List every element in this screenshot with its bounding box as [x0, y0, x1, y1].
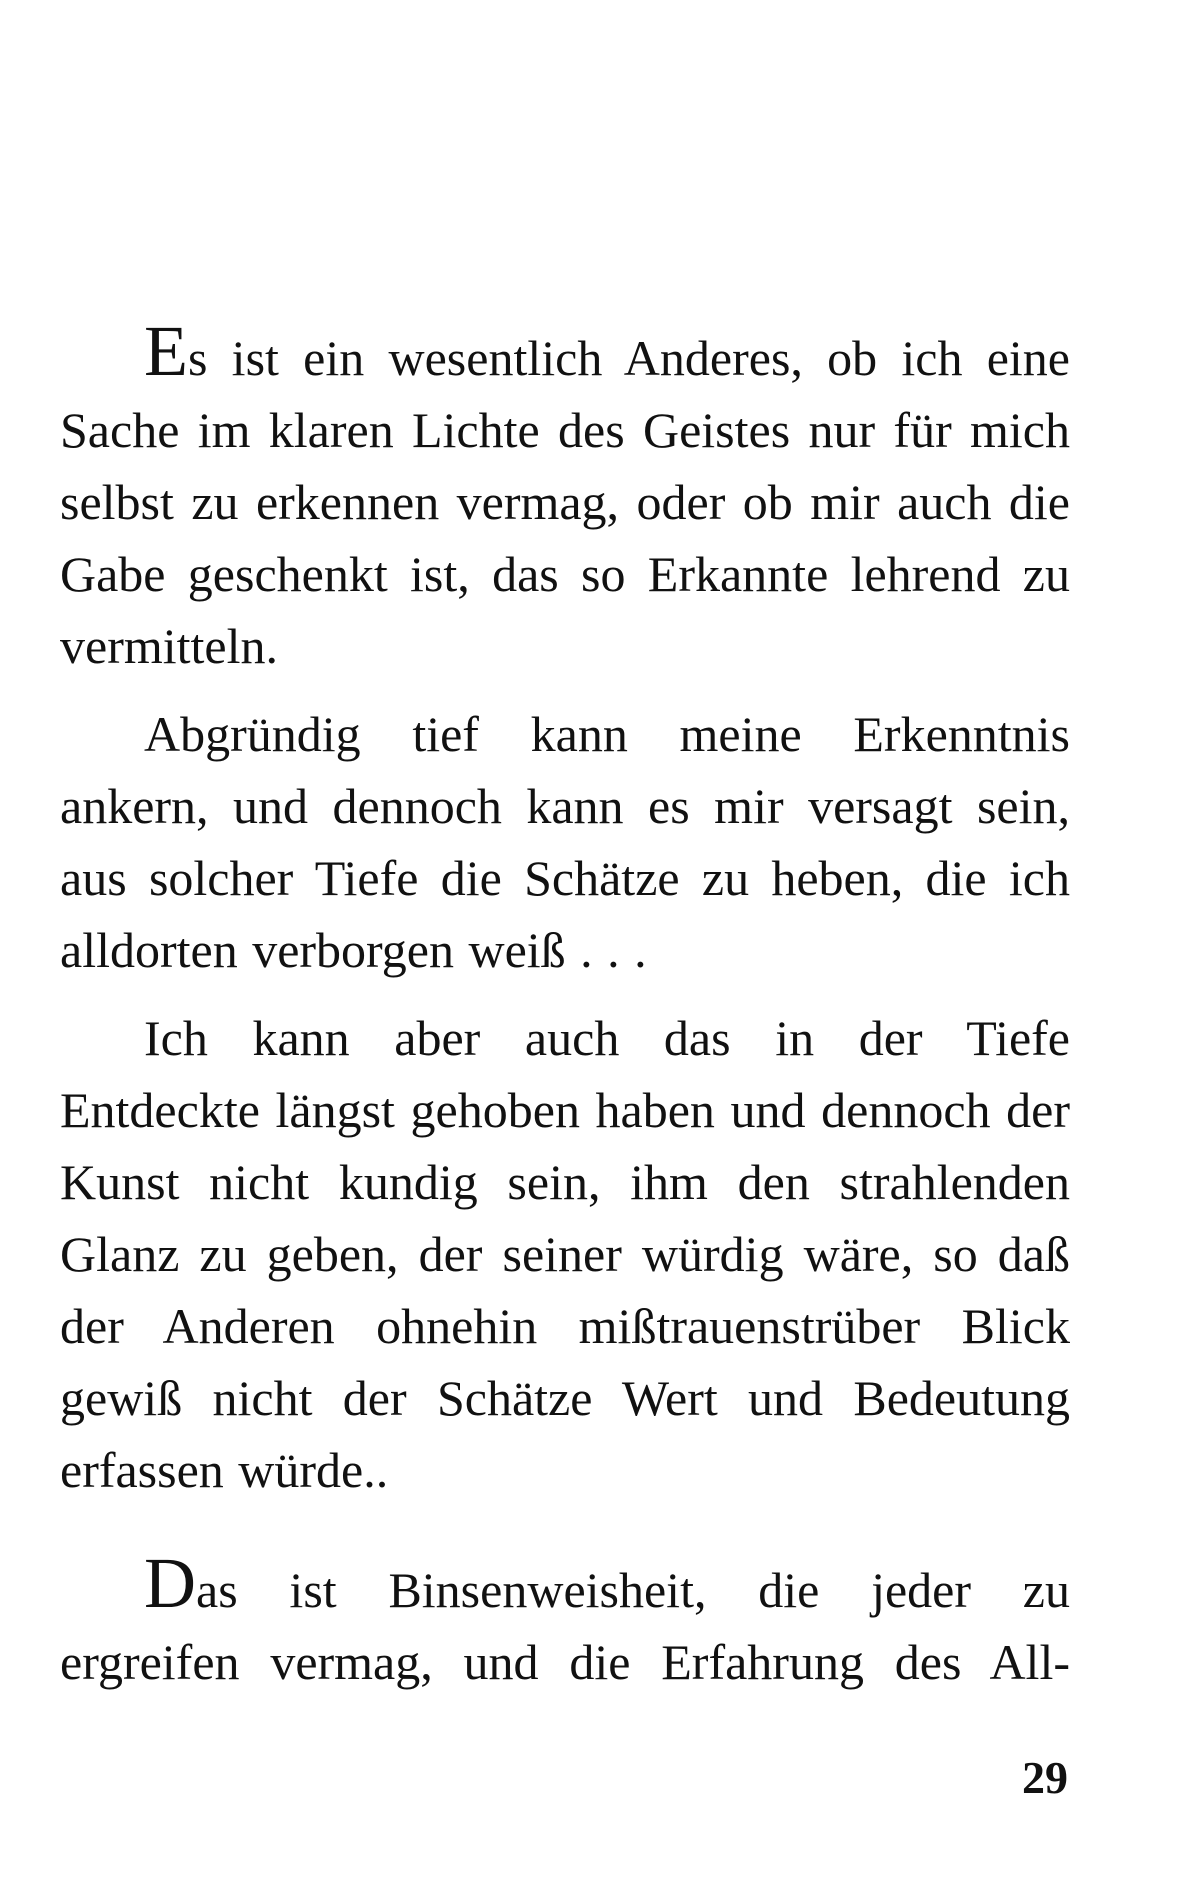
paragraph-text: Abgründig tief kann meine Erkenntnis ankern, und dennoch kann es mir versagt sein, aus solcher Tiefe die Schätze zu heben, die ich alldorten verborgen weiß . . .	[60, 706, 1070, 978]
paragraph-text: s ist ein wesentlich Anderes, ob ich eine Sache im klaren Lichte des Geistes nur für mich selbst zu erkennen vermag, oder ob mir auch die Gabe geschenkt ist, das so Erkannte lehrend zu vermitteln.	[60, 330, 1070, 674]
body-text	[60, 311, 1070, 1698]
page-number: 29	[1022, 1752, 1068, 1803]
paragraph-text: Ich kann aber auch das in der Tiefe Entdeckte längst gehoben haben und dennoch der Kunst nicht kundig sein, ihm den strahlenden Glanz zu geben, der seiner würdig wäre, so daß der Anderen ohnehin mißtrauenstrüber Blick gewiß nicht der Schätze Wert und Bedeutung erfassen würde..	[60, 1010, 1070, 1498]
paragraph-1	[60, 311, 1070, 682]
drop-initial: D	[144, 1543, 196, 1623]
drop-initial: E	[144, 311, 188, 391]
paragraph-4	[60, 1543, 1070, 1698]
paragraph-text: as ist Binsenweisheit, die jeder zu ergreifen vermag, und die Erfahrung des All-	[60, 1562, 1070, 1690]
paragraph-2	[60, 698, 1070, 986]
paragraph-3	[60, 1002, 1070, 1506]
